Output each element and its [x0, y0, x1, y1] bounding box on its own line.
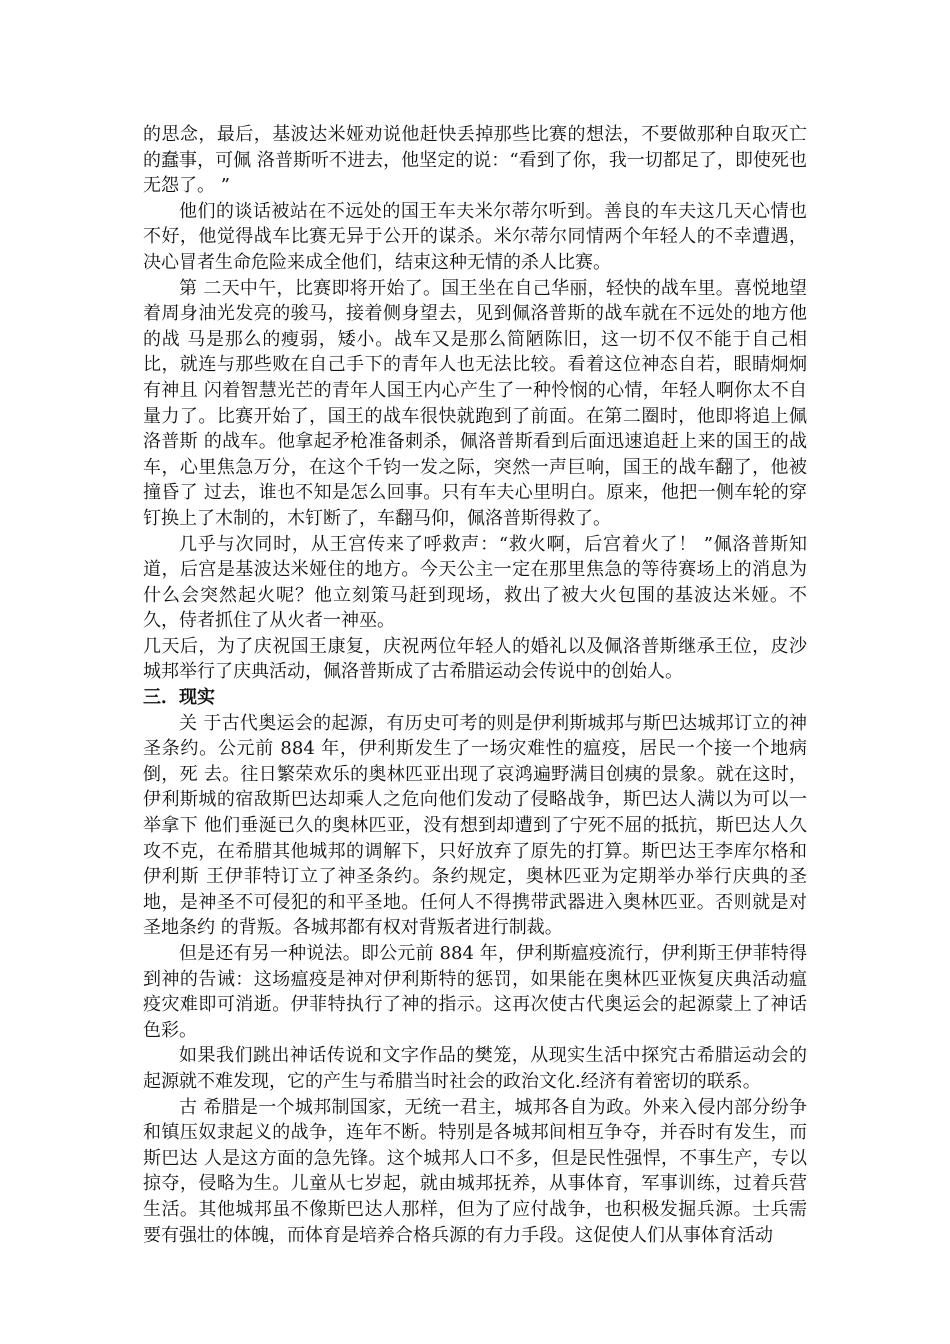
- paragraph-9: 古 希腊是一个城邦制国家，无统一君主，城邦各自为政。外来入侵内部分纷争和镇压奴隶起义的战争，连年不断。特别是各城邦间相互争夺，并吞时有发生，而斯巴达 人是这方面的急先锋。这个城邦人口不多，但是民性强悍，不事生产，专以掠夺，侵略为生。儿童从七岁起，就由城邦抚养，从事体育，军事训练，过着兵营生活。其他城邦虽不像斯巴达人那样，但为了应付战争，也积极发掘兵源。士兵需要有强壮的体魄，而体育是培养合格兵源的有力手段。这促使人们从事体育活动: [143, 1096, 807, 1246]
- paragraph-1: 的思念，最后，基波达米娅劝说他赶快丢掉那些比赛的想法，不要做那种自取灭亡的蠢事，可佩 洛普斯听不进去，他坚定的说：“看到了你，我一切都足了，即使死也无怨了。 ”: [143, 124, 807, 197]
- paragraph-3: 第 二天中午，比赛即将开始了。国王坐在自己华丽，轻快的战车里。喜悦地望着周身油光发亮的骏马，接着侧身望去，见到佩洛普斯的战车就在不远处的地方他的战 马是那么的瘦弱，矮小。战车又是那么简陋陈旧，这一切不仅不能于自己相比，就连与那些败在自己手下的青年人也无法比较。看着这位神态自若，眼睛炯炯有神且 闪着智慧光芒的青年人国王内心产生了一种怜悯的心情，年轻人啊你太不自量力了。比赛开始了，国王的战车很快就跑到了前面。在第二圈时，他即将追上佩洛普斯 的战车。他拿起矛枪准备刺杀，佩洛普斯看到后面迅速追赶上来的国王的战车，心里焦急万分，在这个千钧一发之际，突然一声巨响，国王的战车翻了，他被撞昏了 过去，谁也不知是怎么回事。只有车夫心里明白。原来，他把一侧车轮的穿钉换上了木制的，木钉断了，车翻马仰，佩洛普斯得救了。: [143, 277, 807, 529]
- paragraph-6: 关 于古代奥运会的起源，有历史可考的则是伊利斯城邦与斯巴达城邦订立的神圣条约。公元前 884 年，伊利斯发生了一场灾难性的瘟疫，居民一个接一个地病倒，死 去。往日繁荣欢乐的奥林匹亚出现了哀鸿遍野满目创痍的景象。就在这时，伊利斯城的宿敌斯巴达却乘人之危向他们发动了侵略战争，斯巴达人满以为可以一举拿下 他们垂涎已久的奥林匹亚，没有想到却遭到了宁死不屈的抵抗，斯巴达人久攻不克，在希腊其他城邦的调解下，只好放弃了原先的打算。斯巴达王李库尔格和伊利斯 王伊菲特订立了神圣条约。条约规定，奥林匹亚为定期举办举行庆典的圣地，是神圣不可侵犯的和平圣地。任何人不得携带武器进入奥林匹亚。否则就是对圣地条约 的背叛。各城邦都有权对背叛者进行制裁。: [143, 712, 807, 939]
- paragraph-5: 几天后，为了庆祝国王康复，庆祝两位年轻人的婚礼以及佩洛普斯继承王位，皮沙城邦举行了庆典活动，佩洛普斯成了古希腊运动会传说中的创始人。: [143, 635, 807, 683]
- section-heading-reality: 三．现实: [143, 687, 215, 709]
- paragraph-2: 他们的谈话被站在不远处的国王车夫米尔蒂尔听到。善良的车夫这几天心情也不好，他觉得战车比赛无异于公开的谋杀。米尔蒂尔同情两个年轻人的不幸遭遇，决心冒者生命危险来成全他们，结束这种无情的杀人比赛。: [143, 200, 807, 273]
- document-body: [143, 122, 807, 1248]
- paragraph-4: 几乎与次同时，从王宫传来了呼救声：“救火啊，后宫着火了！ ”佩洛普斯知道，后宫是基波达米娅住的地方。今天公主一定在那里焦急的等待赛场上的消息为什么会突然起火呢？他立刻策马赶到现场，救出了被大火包围的基波达米娅。不久，侍者抓住了从火者一神巫。: [143, 533, 807, 632]
- paragraph-7: 但是还有另一种说法。即公元前 884 年，伊利斯瘟疫流行，伊利斯王伊菲特得到神的告诫：这场瘟疫是神对伊利斯特的惩罚，如果能在奥林匹亚恢复庆典活动瘟疫灾难即可消逝。伊菲特执行了神的指示。这再次使古代奥运会的起源蒙上了神话色彩。: [143, 943, 807, 1041]
- paragraph-8: 如果我们跳出神话传说和文字作品的樊笼，从现实生活中探究古希腊运动会的起源就不难发现，它的产生与希腊当时社会的政治文化.经济有着密切的联系。: [143, 1045, 807, 1092]
